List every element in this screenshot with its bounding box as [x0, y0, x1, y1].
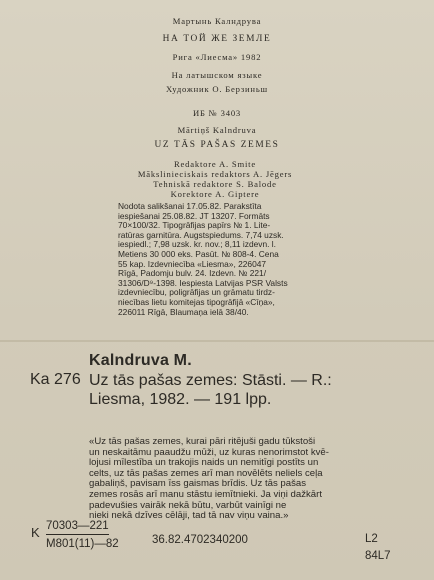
annotation-line: zemes rosās arī manu stāstu iemītnieki. Ja viņi dažkārt — [89, 489, 323, 500]
credit-editor: Redaktore A. Smite — [174, 159, 256, 169]
ru-artist: Художник О. Берзиньш — [166, 84, 268, 94]
card-k-letter: K — [31, 525, 40, 540]
annotation-line: nieki nekā dzīves cēlāji, tad tā nav viņu vaina.» — [89, 511, 289, 522]
card-bibliographic-entry — [89, 371, 419, 409]
lv-author: Mārtiņš Kalndruva — [177, 125, 257, 135]
colophon-line: iespiedl.; 7,98 uzsk. kr. nov.; 8,11 izdevn. l. — [118, 240, 276, 250]
colophon-line: Nodota salikšanai 17.05.82. Parakstīta — [118, 202, 262, 211]
colophon-line: iespiešanai 25.08.82. JT 13207. Formāts — [118, 211, 270, 221]
card-code-numerator: 70303—221 — [46, 520, 109, 535]
ru-language: На латышском языке — [171, 70, 263, 80]
annotation-line: lojusi mīlestība un trakojis naids un nemitīgi postīts un — [89, 458, 319, 469]
card-author-heading: Kalndruva M. — [89, 352, 192, 369]
colophon-line: 226011 Rīgā, Blaumaņa ielā 38/40. — [118, 307, 249, 317]
annotation-line: padevušies vairāk nekā būtu, varbūt vainīgi ne — [89, 500, 287, 511]
card-call-number: Ka 276 — [30, 371, 81, 388]
annotation-line: «Uz tās pašas zemes, kurai pāri ritējuši gadu tūkstoši — [89, 437, 316, 447]
colophon-line: ratūras garnitūra. Augstspiedums. 7,74 uzsk. — [118, 230, 284, 240]
ru-author: Мартынь Калндрува — [172, 16, 262, 26]
credit-tech-editor: Tehniskā redaktore S. Balode — [153, 179, 277, 189]
card-class-code-1: L2 — [365, 533, 378, 545]
colophon-line: 55 kap. Izdevniecība «Liesma», 226047 — [118, 259, 267, 269]
card-udc-code: 36.82.4702340200 — [152, 534, 248, 546]
ru-publisher: Рига «Лиесма» 1982 — [172, 52, 262, 62]
card-code-denominator: M801(11)—82 — [46, 538, 119, 550]
annotation-line: celts, uz tās pašas zemes arī man novēlēts neliels ceļa — [89, 468, 323, 479]
annotation-line: un neskaitāmu paaudžu mūži, uz kuras nenorimstot kvē- — [89, 447, 329, 458]
colophon-line: Metiens 30 000 eks. Pasūt. № 808-4. Cena — [118, 249, 279, 259]
card-separator — [0, 340, 434, 342]
bib-line-title: Uz tās pašas zemes: Stāsti. — R.: — [89, 372, 332, 389]
colophon-line: izdevniecību, poligrāfijas un grāmatu tirdz- — [118, 288, 275, 298]
annotation-line: gabaliņš, pavisam īss gaismas brīdis. Uz tās pašas — [89, 479, 307, 490]
credit-art-editor: Mākslinieciskais redaktors A. Jēgers — [137, 169, 293, 179]
lv-title: UZ TĀS PAŠAS ZEMES — [154, 140, 280, 150]
ru-title: НА ТОЙ ЖЕ ЗЕМЛЕ — [162, 34, 272, 44]
colophon-line: 31306/D⁹-1398. Iespiesta Latvijas PSR Valsts — [118, 278, 288, 288]
colophon-line: niecības lietu komitejas tipogrāfijā «Cīņa», — [118, 297, 275, 307]
card-annotation — [89, 437, 409, 522]
colophon-line: 70×100/32. Tipogrāfijas papīrs № 1. Lite- — [118, 221, 271, 231]
bib-line-publisher: Liesma, 1982. — 191 lpp. — [89, 391, 272, 408]
card-class-code-2: 84L7 — [365, 550, 391, 562]
colophon-line: Rīgā, Padomju bulv. 24. Izdevn. № 221/ — [118, 269, 267, 279]
ib-number: ИБ № 3403 — [192, 108, 242, 118]
credit-proofreader: Korektore A. Giptere — [170, 189, 260, 199]
colophon — [118, 202, 304, 317]
